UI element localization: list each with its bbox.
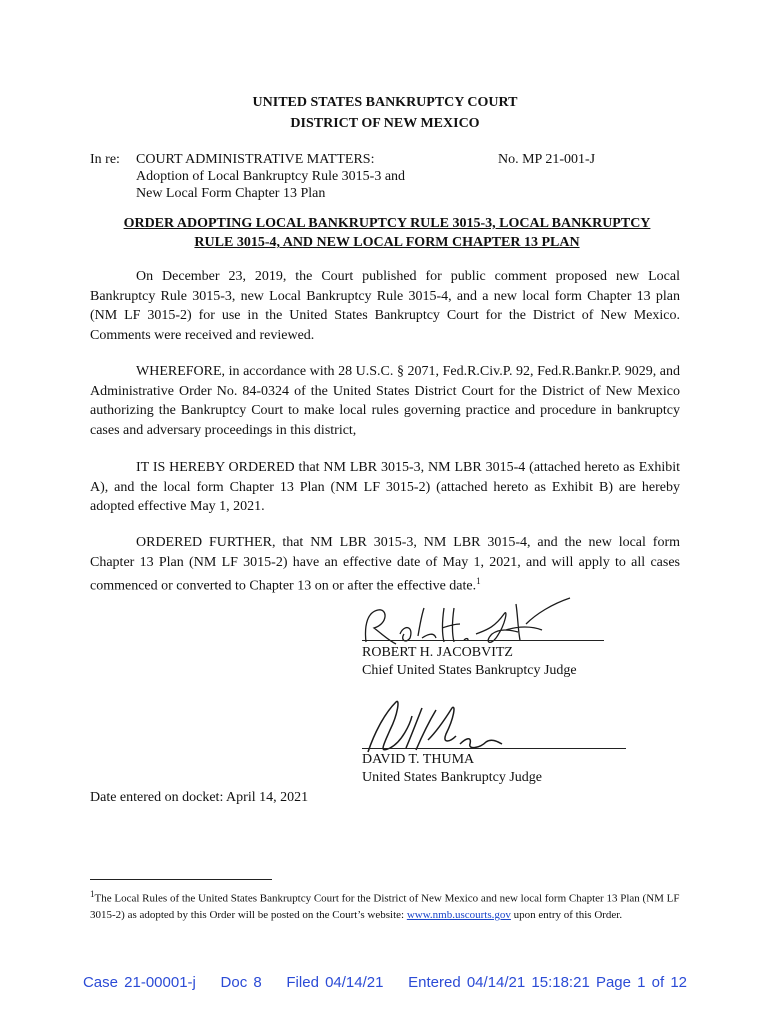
footnote-text-after: upon entry of this Order. [510,908,623,921]
judge-name-1: ROBERT H. JACOBVITZ [362,645,513,660]
court-district: DISTRICT OF NEW MEXICO [290,116,480,131]
paragraph-ordered: IT IS HEREBY ORDERED that NM LBR 3015-3, NM LBR 3015-4 (attached hereto as Exhibit A), and the local form Chapter 13 Plan (NM LF 3015-2) (attached hereto as Exhibit B) are hereby adopted effective May 1, 2021. [90,460,680,514]
matter-line-1: COURT ADMINISTRATIVE MATTERS: [136,152,375,167]
paragraph-ordered-further [90,533,680,596]
matter-line-3: New Local Form Chapter 13 Plan [136,186,326,201]
footnote-reference: 1 [476,576,481,586]
footnote-separator [90,879,272,880]
paragraph-ordered-further-text: ORDERED FURTHER, that NM LBR 3015-3, NM LBR 3015-4, and the new local form Chapter 13 Plan (NM LF 3015-2) have an effective date of May 1, 2021, and will apply to all cases commenced or converted to Chapter 13 on or after the effective date. [90,535,680,594]
signature-line-2 [362,748,626,749]
judge-name-2: DAVID T. THUMA [362,752,475,767]
case-number: No. MP 21-001-J [498,152,596,167]
paragraph-wherefore: WHEREFORE, in accordance with 28 U.S.C. § 2071, Fed.R.Civ.P. 92, Fed.R.Bankr.P. 9029, and Administrative Order No. 84-0324 of the United States District Court for the District of New Mexico authorizing the Bankruptcy Court to make local rules governing practice and procedure in bankruptcy cases and adversary proceedings in this district, [90,364,680,438]
footnote [90,886,690,923]
order-title-line-2: RULE 3015-4, AND NEW LOCAL FORM CHAPTER 13 PLAN [194,235,580,250]
court-name: UNITED STATES BANKRUPTCY COURT [252,95,518,110]
docket-stamp: Case 21-00001-j Doc 8 Filed 04/14/21 Entered 04/14/21 15:18:21 Page 1 of 12 [82,974,688,991]
court-website-link[interactable]: www.nmb.uscourts.gov [406,908,511,921]
order-title-line-1: ORDER ADOPTING LOCAL BANKRUPTCY RULE 3015-3, LOCAL BANKRUPTCY [123,216,651,231]
judge-title-2: United States Bankruptcy Judge [362,770,543,785]
matter-line-2: Adoption of Local Bankruptcy Rule 3015-3 and [136,169,406,184]
footnote-mark: 1 [90,889,95,899]
footnote-text: The Local Rules of the United States Bankruptcy Court for the District of New Mexico and new local form Chapter 13 Plan (NM LF 3015-2) as adopted by this Order will be posted on the Court’s website: [90,892,680,921]
judge-title-1: Chief United States Bankruptcy Judge [362,663,577,678]
in-re-label: In re: [90,152,120,167]
paragraph-publication: On December 23, 2019, the Court published for public comment proposed new Local Bankruptcy Rule 3015-3, new Local Bankruptcy Rule 3015-4, and a new local form Chapter 13 plan (NM LF 3015-2) for use in the United States Bankruptcy Court for the District of New Mexico. Comments were received and reviewed. [90,269,680,343]
date-entered: Date entered on docket: April 14, 2021 [90,790,309,805]
signature-line-1 [362,640,604,641]
